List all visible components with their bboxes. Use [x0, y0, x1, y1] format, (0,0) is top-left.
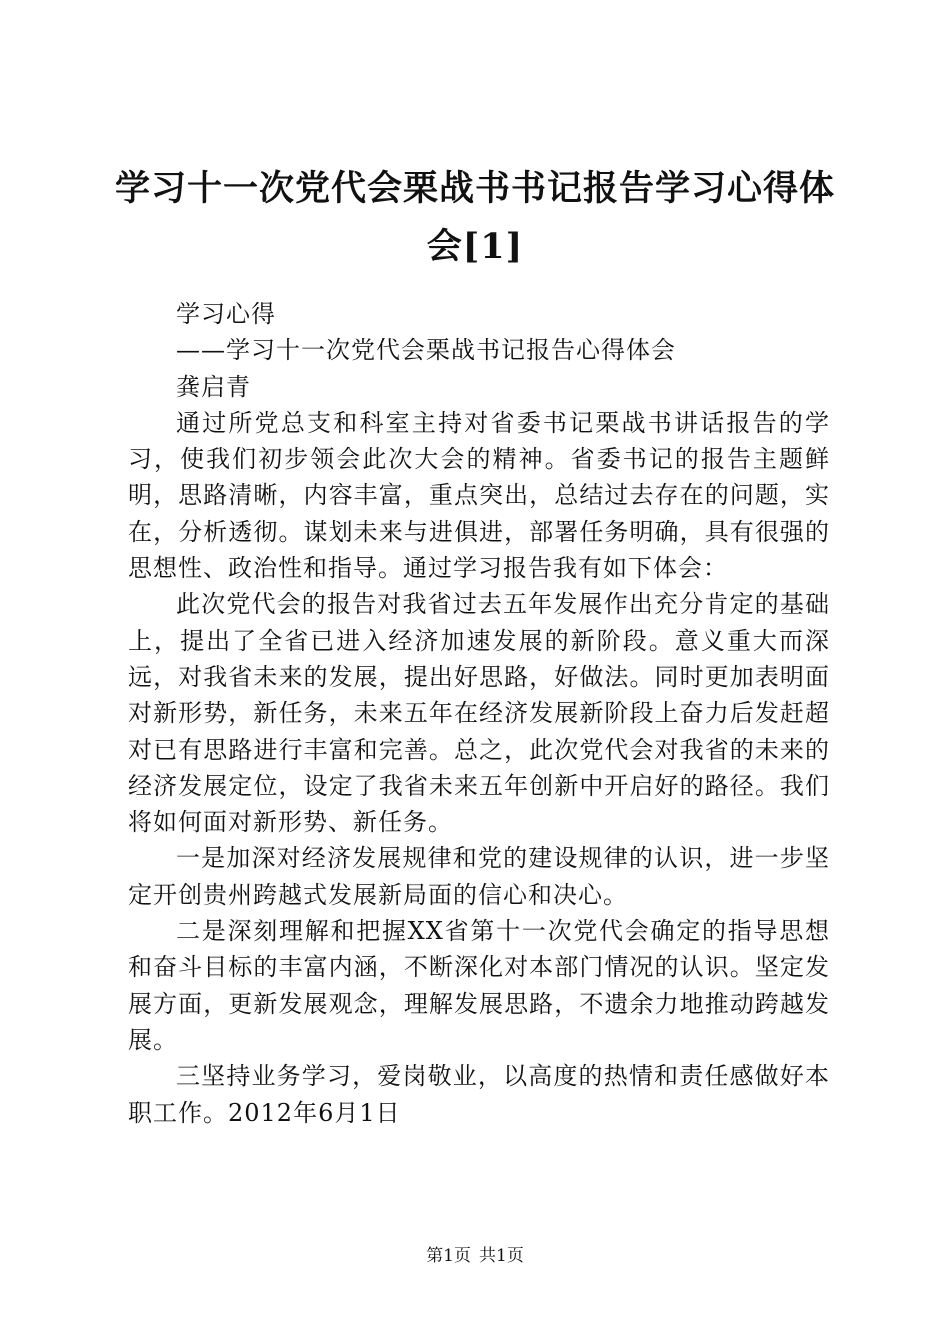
- paragraph-intro: 通过所党总支和科室主持对省委书记栗战书讲话报告的学习，使我们初步领会此次大会的精神。省委书记的报告主题鲜明，思路清晰，内容丰富，重点突出，总结过去存在的问题，实在，分析透彻。谋划未来与进俱进，部署任务明确，具有很强的思想性、政治性和指导。通过学习报告我有如下体会：: [128, 408, 830, 583]
- author-name: 龚启青: [176, 372, 251, 401]
- document-body: [128, 296, 830, 1131]
- paragraph-point-three: 三坚持业务学习，爱岗敬业，以高度的热情和责任感做好本职工作。2012年6月1日: [128, 1062, 830, 1127]
- paragraph-point-one: 一是加深对经济发展规律和党的建设规律的认识，进一步坚定开创贵州跨越式发展新局面的信心和决心。: [128, 844, 830, 909]
- document-title: 学习十一次党代会栗战书书记报告学习心得体会[1]: [114, 168, 835, 267]
- subtitle-report-topic: ——学习十一次党代会栗战书记报告心得体会: [176, 336, 676, 365]
- page-total: 共1页: [479, 1246, 524, 1266]
- page-number: 第1页: [426, 1246, 471, 1266]
- page-footer: [0, 1244, 950, 1268]
- paragraph-report-summary: 此次党代会的报告对我省过去五年发展作出充分肯定的基础上，提出了全省已进入经济加速发展的新阶段。意义重大而深远，对我省未来的发展，提出好思路，好做法。同时更加表明面对新形势，新任务，未来五年在经济发展新阶段上奋力后发赶超对已有思路进行丰富和完善。总之，此次党代会对我省的未来的经济发展定位，设定了我省未来五年创新中开启好的路径。我们将如何面对新形势、新任务。: [128, 590, 830, 837]
- subtitle-study-notes: 学习心得: [176, 300, 276, 328]
- paragraph-point-two: 二是深刻理解和把握XX省第十一次党代会确定的指导思想和奋斗目标的丰富内涵，不断深化对本部门情况的认识。坚定发展方面，更新发展观念，理解发展思路，不遗余力地推动跨越发展。: [128, 917, 830, 1054]
